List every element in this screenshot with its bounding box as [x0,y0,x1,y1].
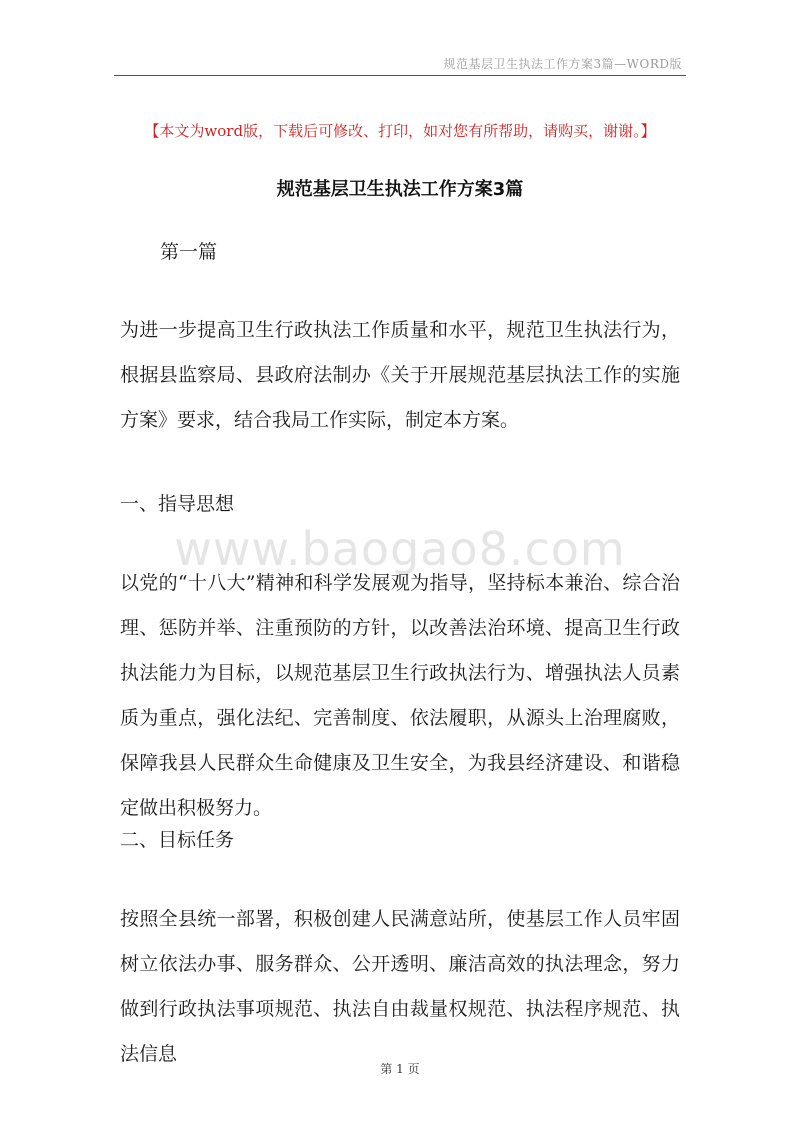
document-title: 规范基层卫生执法工作方案3篇 [276,179,524,200]
watermark: www.baogao8.com [174,522,626,576]
header-divider [114,75,686,76]
heading-goals-tasks: 二、目标任务 [120,829,235,851]
paragraph-goals-tasks: 按照全县统一部署，积极创建人民满意站所，使基层工作人员牢固树立依法办事、服务群众、公开透明、廉洁高效的执法理念，努力做到行政执法事项规范、执法自由裁量权规范、执法程序规范、执法信息 [120,908,680,1065]
intro-paragraph: 为进一步提高卫生行政执法工作质量和水平，规范卫生执法行为，根据县监察局、县政府法制办《关于开展规范基层执法工作的实施方案》要求，结合我局工作实际，制定本方案。 [120,319,680,431]
purchase-notice: 【本文为word版，下载后可修改、打印，如对您有所帮助，请购买，谢谢。】 [144,122,656,140]
section-label: 第一篇 [160,241,218,263]
paragraph-guiding-thought: 以党的“十八大”精神和科学发展观为指导，坚持标本兼治、综合治理、惩防并举、注重预防的方针，以改善法治环境、提高卫生行政执法能力为目标，以规范基层卫生行政执法行为、增强执法人员素质为重点，强化法纪、完善制度、依法履职，从源头上治理腐败，保障我县人民群众生命健康及卫生安全，为我县经济建设、和谐稳定做出积极努力。 [120,572,680,819]
page-number: 第 1 页 [380,1062,420,1076]
running-header: 规范基层卫生执法工作方案3篇—WORD版 [443,57,682,71]
heading-guiding-thought: 一、指导思想 [120,493,235,515]
